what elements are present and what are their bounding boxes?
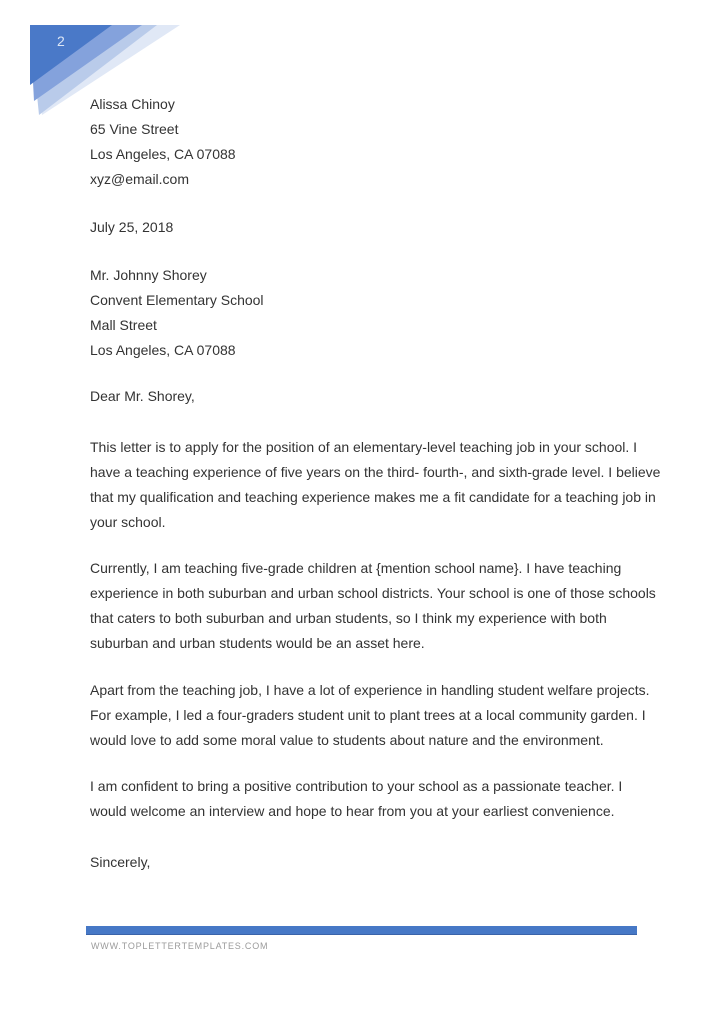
recipient-name: Mr. Johnny Shorey xyxy=(90,267,207,283)
sender-street: 65 Vine Street xyxy=(90,121,179,137)
closing-signoff: Sincerely, xyxy=(90,854,151,870)
sender-email: xyz@email.com xyxy=(90,171,190,187)
recipient-address-block xyxy=(90,263,662,363)
body-paragraph-4: I am confident to bring a positive contribution to your school as a passionate teacher. I would welcome an interview and hope to hear from you at your earliest convenience. xyxy=(90,778,623,819)
sender-city: Los Angeles, CA 07088 xyxy=(90,146,236,162)
body-paragraph-3: Apart from the teaching job, I have a lot of experience in handling student welfare projects. For example, I led a four-graders student unit to plant trees at a local community garden. I would love to add some moral value to students about nature and the environment. xyxy=(90,682,650,748)
recipient-city: Los Angeles, CA 07088 xyxy=(90,342,236,358)
sender-name: Alissa Chinoy xyxy=(90,96,175,112)
recipient-street: Mall Street xyxy=(90,317,157,333)
letter-content xyxy=(90,92,662,875)
body-paragraph-2: Currently, I am teaching five-grade children at {mention school name}. I have teaching experience in both suburban and urban school districts. Your school is one of those schools that caters to both suburban and urban students, so I think my experience with both suburban and urban students would be an asset here. xyxy=(90,560,656,651)
letter-date: July 25, 2018 xyxy=(90,219,174,235)
footer-website: WWW.TOPLETTERTEMPLATES.COM xyxy=(91,941,269,951)
salutation: Dear Mr. Shorey, xyxy=(90,388,195,404)
recipient-school: Convent Elementary School xyxy=(90,292,264,308)
sender-address-block xyxy=(90,92,662,192)
body-paragraph-1: This letter is to apply for the position of an elementary-level teaching job in your school. I have a teaching experience of five years on the third- fourth-, and sixth-grade level. I believe that my qualification and teaching experience makes me a fit candidate for a teaching job in your school. xyxy=(90,439,661,530)
page-number: 2 xyxy=(57,33,65,49)
footer-divider-bar xyxy=(86,926,637,935)
